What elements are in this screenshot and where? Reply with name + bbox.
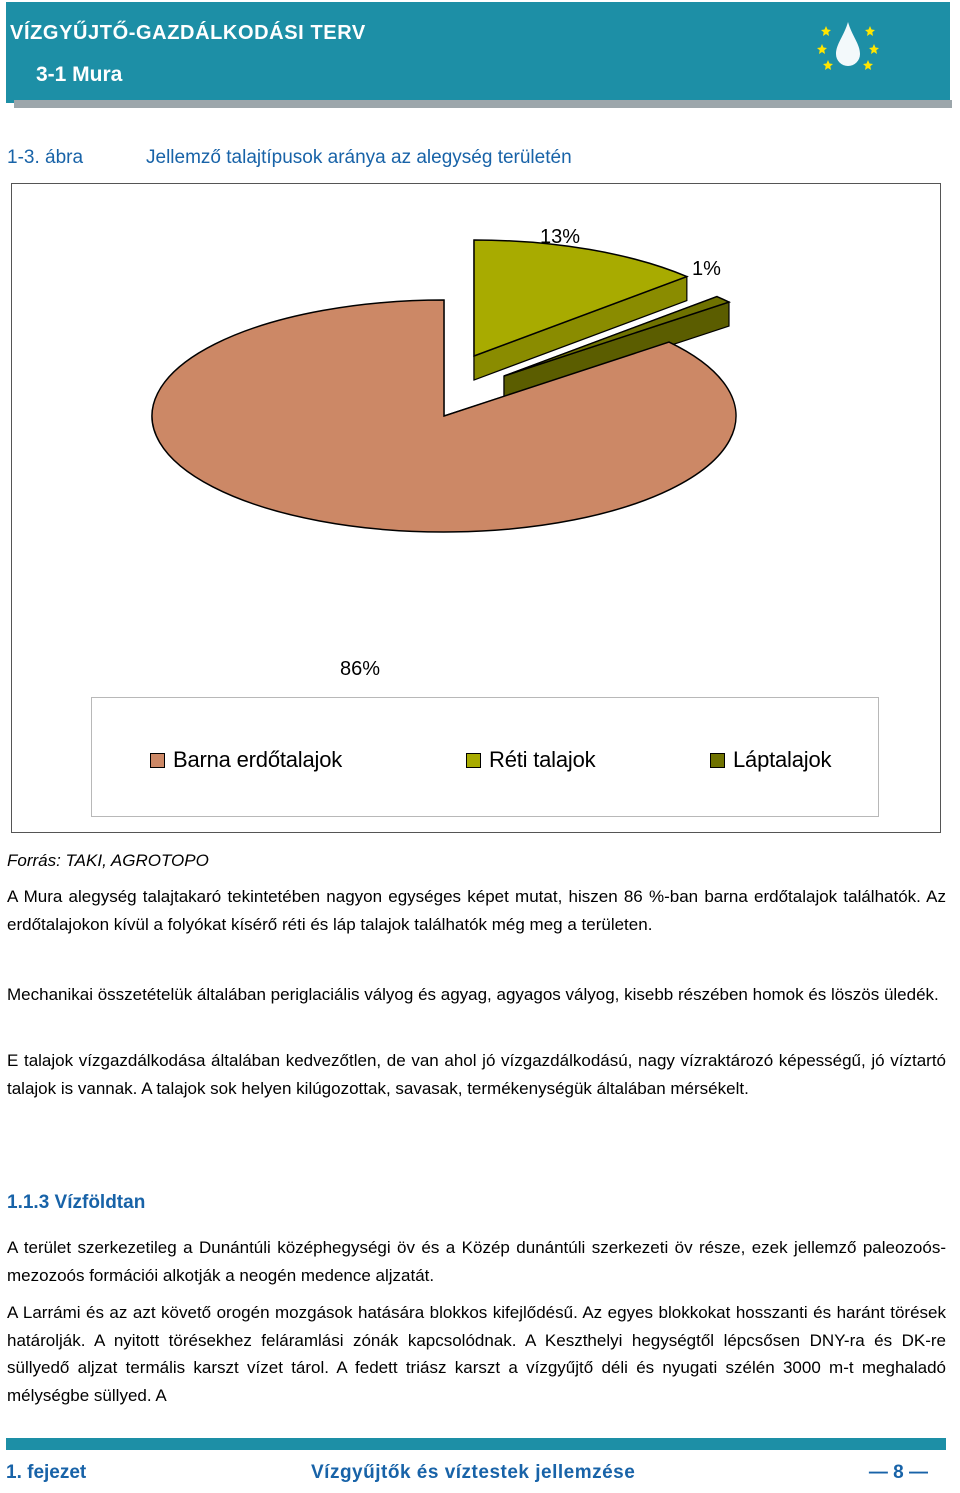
footer-page-number: — 8 — — [868, 1462, 928, 1483]
legend-item-lap — [710, 748, 831, 772]
paragraph-soil-3: E talajok vízgazdálkodása általában kedvezőtlen, de van ahol jó vízgazdálkodású, nagy vízraktározó képességű, jó víztartó talajok is vannak. A talajok sok helyen kilúgozottak, savasak, termékenységük általában mérsékelt. — [7, 1051, 946, 1098]
chart-legend — [91, 697, 879, 817]
legend-swatch-reti — [466, 753, 481, 768]
footer-title: Vízgyűjtők és víztestek jellemzése — [311, 1462, 636, 1483]
slice-label-reti: 13% — [540, 226, 581, 248]
pie-chart — [11, 183, 941, 833]
section-heading: 1.1.3 Vízföldtan — [7, 1192, 146, 1213]
legend-label-barna: Barna erdőtalajok — [173, 747, 343, 772]
footer-rule — [6, 1438, 946, 1450]
header-title: VÍZGYŰJTŐ-GAZDÁLKODÁSI TERV — [10, 22, 366, 44]
water-drop-stars-icon — [816, 16, 880, 74]
paragraph-soil-1: A Mura alegység talajtakaró tekintetében nagyon egységes képet mutat, hiszen 86 %-ban barna erdőtalajok találhatók. Az erdőtalajokon kívül a folyókat kísérő réti és láp talajok találhatók még meg a területen. — [7, 887, 946, 934]
paragraph-geology-2: A Larrámi és az azt követő orogén mozgások hatására blokkos kifejlődésű. Az egyes blokkokat hosszanti és haránt törések határolják. A nyitott törésekhez feláramlási zónák kapcsolódnak. A Keszthelyi hegységtől lépcsősen DNY-ra és DK-re süllyedő aljzat termális karszt vízet tárol. A fedett triász karszt a vízgyűjtő déli és nyugati szélén 3000 m-t meghaladó mélységbe süllyed. A — [7, 1303, 946, 1405]
legend-label-reti: Réti talajok — [489, 747, 596, 772]
page-header — [6, 2, 950, 103]
legend-item-barna — [150, 748, 342, 772]
slice-label-lap: 1% — [692, 258, 721, 280]
legend-swatch-lap — [710, 753, 725, 768]
header-subtitle: 3-1 Mura — [36, 63, 123, 86]
legend-label-lap: Láptalajok — [733, 747, 832, 772]
figure-source: Forrás: TAKI, AGROTOPO — [7, 851, 209, 870]
slice-label-barna: 86% — [340, 658, 381, 680]
legend-swatch-barna — [150, 753, 165, 768]
figure-caption: Jellemző talajtípusok aránya az alegység területén — [146, 147, 572, 168]
header-shadow — [14, 100, 952, 108]
legend-item-reti — [466, 748, 595, 772]
paragraph-soil-2: Mechanikai összetételük általában periglaciális vályog és agyag, agyagos vályog, kisebb részében homok és löszös üledék. — [7, 985, 939, 1004]
footer-chapter: 1. fejezet — [6, 1462, 87, 1483]
figure-number: 1-3. ábra — [7, 147, 84, 168]
paragraph-geology-1: A terület szerkezetileg a Dunántúli középhegységi öv és a Közép dunántúli szerkezeti öv része, ezek jellemző paleozoós-mezozoós formációi alkotják a neogén medence aljzatát. — [7, 1238, 946, 1285]
